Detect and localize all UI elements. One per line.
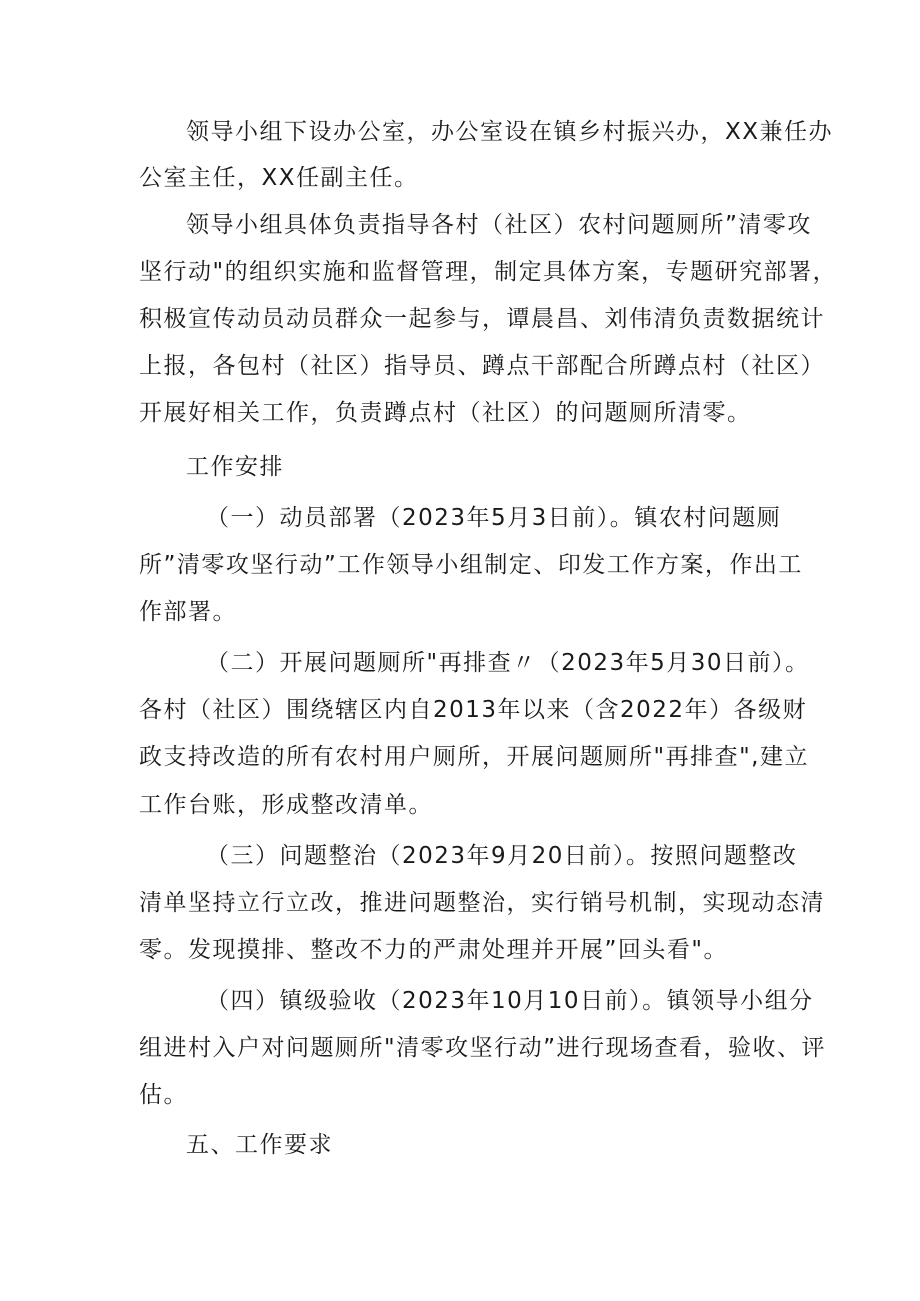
paragraph-line: 作部署。 [139,599,237,625]
section-heading: 工作安排 [186,454,284,480]
paragraph-line: 上报，各包村（社区）指导员、蹲点干部配合所蹲点村（社区） [139,353,825,379]
paragraph-line: 清单坚持立行立改，推进问题整治，实行销号机制，实现动态清 [139,890,825,916]
paragraph-line: （二）开展问题厕所"再排查〃（2023年5月30日前）。 [206,650,810,676]
section-heading: 五、工作要求 [186,1132,333,1158]
paragraph-line: 估。 [139,1082,188,1108]
paragraph-line: 开展好相关工作，负责蹲点村（社区）的问题厕所清零。 [139,400,752,426]
paragraph-line: 领导小组具体负责指导各村（社区）农村问题厕所”清零攻 [186,212,812,238]
paragraph-line: 所”清零攻坚行动”工作领导小组制定、印发工作方案，作出工 [139,552,803,578]
paragraph-line: 政支持改造的所有农村用户厕所，开展问题厕所"再排查",建立 [139,744,809,770]
paragraph-line: 坚行动"的组织实施和监督管理，制定具体方案，专题研究部署， [139,259,838,285]
paragraph-line: 积极宣传动员动员群众一起参与，谭晨昌、刘伟清负责数据统计 [139,306,825,332]
paragraph-line: 工作台账，形成整改清单。 [139,792,433,818]
paragraph-line: （三）问题整治（2023年9月20日前）。按照问题整改 [206,843,798,869]
paragraph-line: 零。发现摸排、整改不力的严肃处理并开展”回头看"。 [139,937,728,963]
paragraph-line: 公室主任，XX任副主任。 [139,165,419,191]
paragraph-line: 各村（社区）围绕辖区内自2013年以来（含2022年）各级财 [139,697,808,723]
paragraph-line: （一）动员部署（2023年5月3日前）。镇农村问题厕 [206,505,782,531]
paragraph-line: （四）镇级验收（2023年10月10日前）。镇领导小组分 [206,988,814,1014]
paragraph-line: 组进村入户对问题厕所"清零攻坚行动”进行现场查看，验收、评 [139,1035,826,1061]
paragraph-line: 领导小组下设办公室，办公室设在镇乡村振兴办，XX兼任办 [186,119,834,145]
